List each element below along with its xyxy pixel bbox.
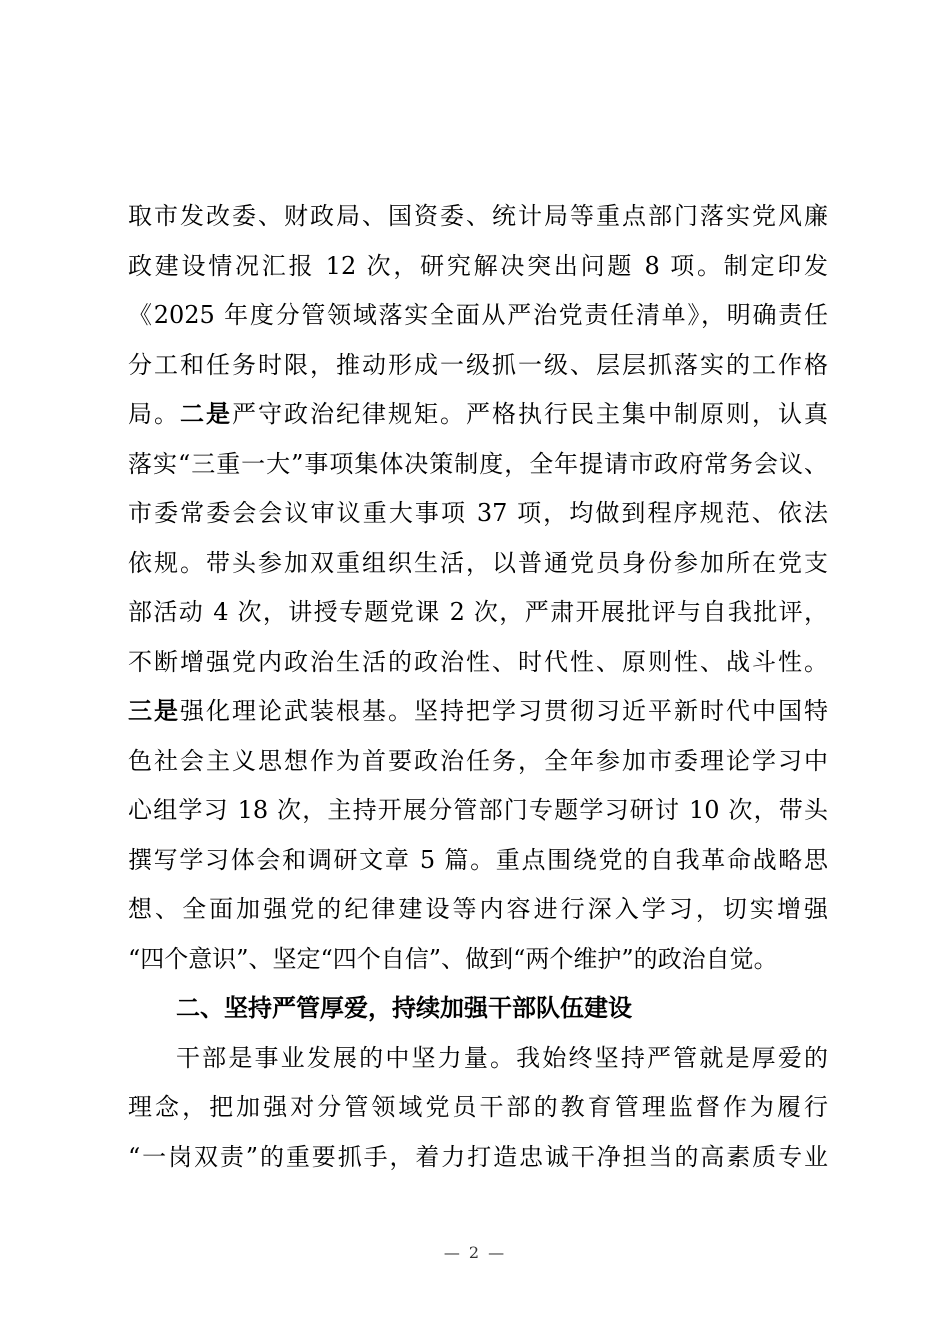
point-lead: 二是: [180, 400, 232, 428]
text-line: 依规。带头参加双重组织生活，以普通党员身份参加所在党支: [128, 548, 828, 577]
text-line: 撰写学习体会和调研文章 5 篇。重点围绕党的自我革命战略思: [128, 845, 828, 874]
text-line: “四个意识”、坚定“四个自信”、做到“两个维护”的政治自觉。: [128, 944, 778, 973]
page-number: — 2 —: [443, 1243, 507, 1262]
text-segment: 严守政治纪律规矩。严格执行民主集中制原则，认真: [232, 400, 828, 428]
text-line: 心组学习 18 次，主持开展分管部门专题学习研讨 10 次，带头: [128, 796, 828, 824]
text-line: [128, 687, 828, 737]
text-line: 市委常委会会议审议重大事项 37 项，均做到程序规范、依法: [128, 499, 828, 527]
text-line: 落实“三重一大”事项集体决策制度，全年提请市政府常务会议、: [128, 449, 828, 478]
text-line: [128, 390, 828, 440]
text-line: 分工和任务时限，推动形成一级抓一级、层层抓落实的工作格: [128, 350, 828, 379]
text-line: 理念，把加强对分管领域党员干部的教育管理监督作为履行: [128, 1093, 828, 1121]
text-line: 不断增强党内政治生活的政治性、时代性、原则性、战斗性。: [128, 647, 828, 676]
text-line: 部活动 4 次，讲授专题党课 2 次，严肃开展批评与自我批评，: [128, 598, 828, 626]
section-heading: 二、坚持严管厚爱，持续加强干部队伍建设: [176, 994, 632, 1022]
document-body: [128, 192, 828, 1182]
text-line: 取市发改委、财政局、国资委、统计局等重点部门落实党风廉: [128, 202, 828, 230]
text-segment: 局。: [128, 400, 180, 428]
text-line: 想、全面加强党的纪律建设等内容进行深入学习，切实增强: [128, 895, 828, 923]
text-line: 政建设情况汇报 12 次，研究解决突出问题 8 项。制定印发: [128, 251, 828, 280]
text-line: “一岗双责”的重要抓手，着力打造忠诚干净担当的高素质专业: [128, 1142, 828, 1171]
text-segment: 强化理论武装根基。坚持把学习贯彻习近平新时代中国特: [180, 697, 828, 725]
text-line: 色社会主义思想作为首要政治任务，全年参加市委理论学习中: [128, 746, 828, 775]
point-lead: 三是: [128, 697, 180, 725]
text-line: 《2025 年度分管领域落实全面从严治党责任清单》，明确责任: [128, 301, 828, 329]
text-line: 干部是事业发展的中坚力量。我始终坚持严管就是厚爱的: [176, 1043, 828, 1072]
